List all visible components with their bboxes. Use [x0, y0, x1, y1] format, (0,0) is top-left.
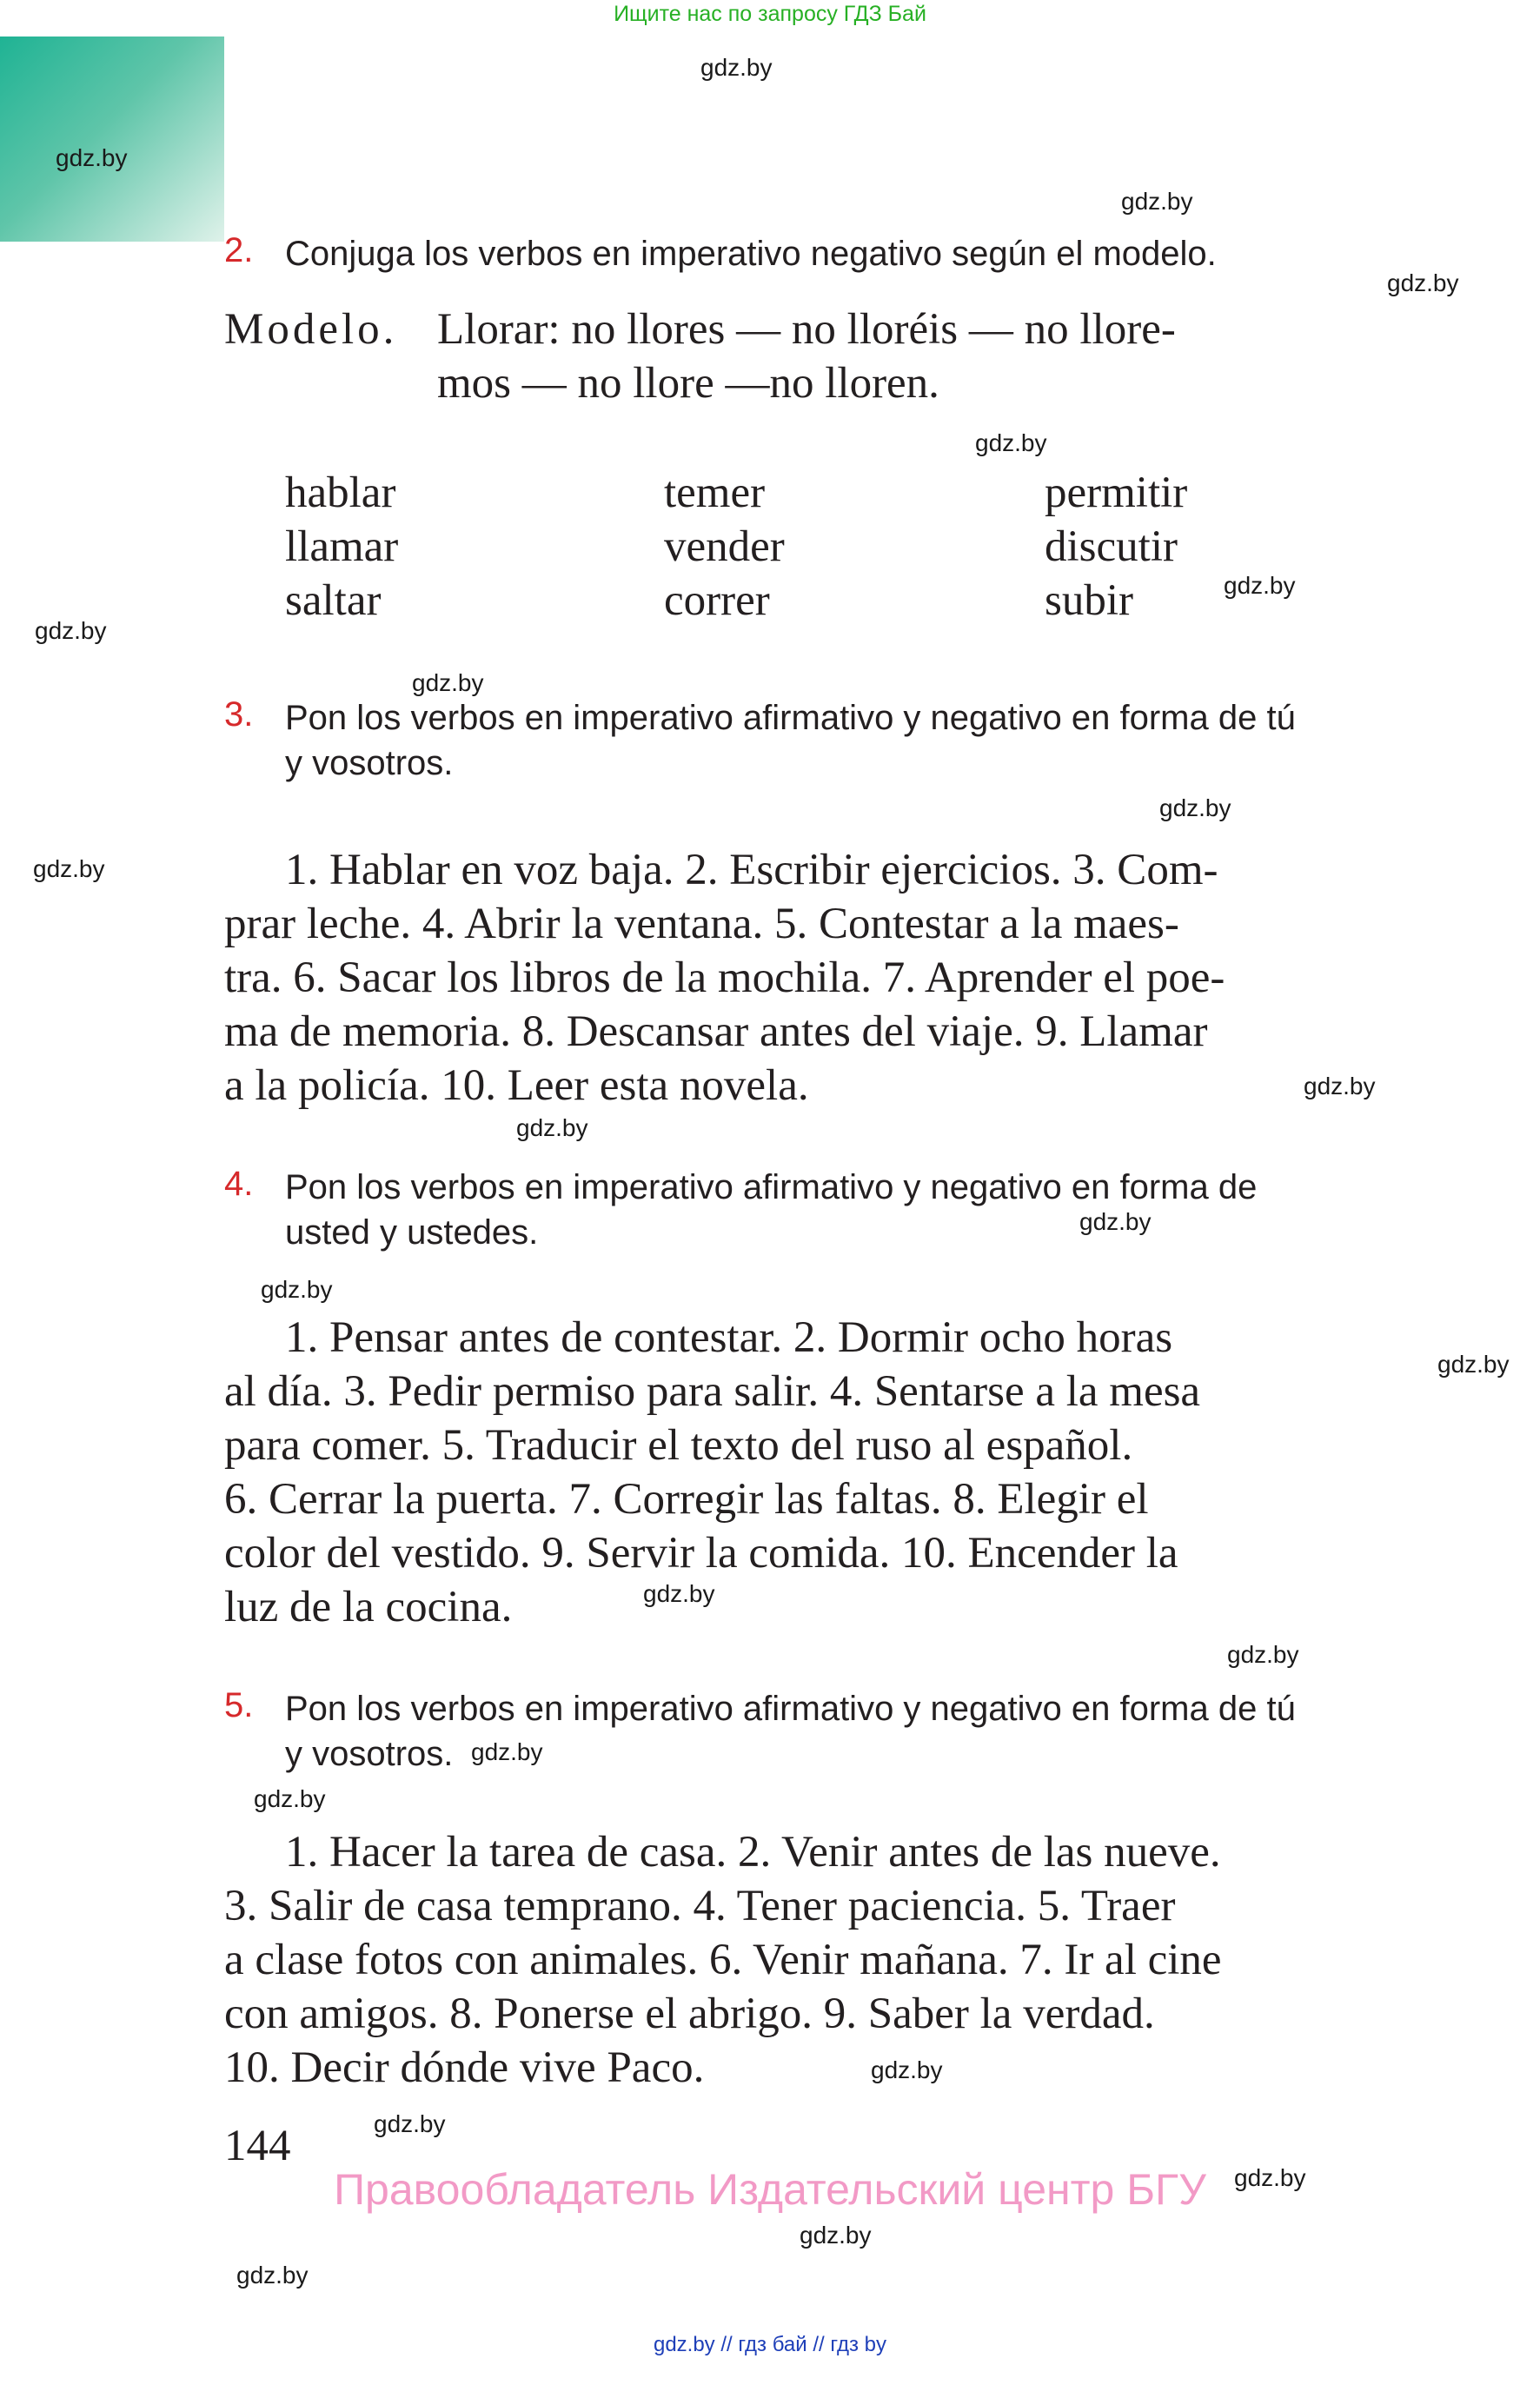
watermark: gdz.by: [643, 1580, 715, 1607]
watermark: gdz.by: [56, 144, 128, 171]
verb-item: discutir: [1045, 522, 1178, 571]
verb-item: llamar: [285, 522, 399, 571]
watermark: gdz.by: [236, 2262, 309, 2289]
exercise-number: 2.: [224, 231, 254, 269]
watermark: gdz.by: [261, 1276, 333, 1303]
text-line: luz de la cocina.: [224, 1583, 513, 1631]
verb-item: subir: [1045, 576, 1133, 625]
model-line: mos — no llore —no lloren.: [437, 359, 939, 408]
text-line: prar leche. 4. Abrir la ventana. 5. Contestar a la maes-: [224, 900, 1179, 948]
text-line: color del vestido. 9. Servir la comida. 10. Encender la: [224, 1529, 1178, 1578]
exercise-body: [224, 1825, 1364, 2095]
verb-item: correr: [664, 576, 770, 625]
exercise-instruction: Pon los verbos en imperativo afirmativo y negativo en forma de: [285, 1168, 1258, 1206]
text-line: a la policía. 10. Leer esta novela.: [224, 1061, 809, 1110]
watermark: gdz.by: [1387, 269, 1459, 296]
exercise-instruction: y vosotros.: [285, 1735, 454, 1773]
text-line: tra. 6. Sacar los libros de la mochila. 7. Aprender el poe-: [224, 953, 1225, 1002]
text-line: 1. Hacer la tarea de casa. 2. Venir antes de las nueve.: [285, 1828, 1221, 1877]
watermark: gdz.by: [800, 2222, 872, 2249]
footer-links[interactable]: gdz.by // гдз бай // гдз by: [653, 2333, 887, 2356]
exercise-instruction: usted y ustedes.: [285, 1213, 539, 1252]
watermark: gdz.by: [374, 2110, 446, 2137]
text-line: a clase fotos con animales. 6. Venir mañana. 7. Ir al cine: [224, 1936, 1222, 1984]
watermark: gdz.by: [1159, 794, 1231, 821]
watermark: gdz.by: [975, 429, 1047, 456]
text-line: 10. Decir dónde vive Paco.: [224, 2043, 705, 2092]
verb-item: saltar: [285, 576, 382, 625]
watermark: gdz.by: [1121, 188, 1193, 215]
copyright-notice: Правообладатель Издательский центр БГУ: [334, 2165, 1206, 2214]
watermark: gdz.by: [35, 617, 107, 644]
watermark: gdz.by: [412, 669, 484, 696]
watermark: gdz.by: [1437, 1351, 1510, 1378]
exercise-instruction: Pon los verbos en imperativo afirmativo y negativo en forma de tú: [285, 1690, 1296, 1728]
verb-item: hablar: [285, 468, 396, 517]
watermark: gdz.by: [254, 1785, 326, 1812]
watermark: gdz.by: [33, 855, 105, 882]
watermark: gdz.by: [700, 54, 773, 81]
watermark: gdz.by: [516, 1114, 588, 1141]
model-label: Modelo.: [224, 305, 398, 354]
watermark: gdz.by: [871, 2056, 943, 2083]
text-line: 1. Hablar en voz baja. 2. Escribir ejercicios. 3. Com-: [285, 846, 1218, 894]
exercise-instruction: y vosotros.: [285, 744, 454, 782]
corner-decoration: [0, 37, 224, 242]
exercise-instruction: Pon los verbos en imperativo afirmativo y negativo en forma de tú: [285, 699, 1296, 737]
text-line: con amigos. 8. Ponerse el abrigo. 9. Saber la verdad.: [224, 1990, 1155, 2038]
verb-item: permitir: [1045, 468, 1188, 517]
verb-item: temer: [664, 468, 766, 517]
text-line: 6. Cerrar la puerta. 7. Corregir las faltas. 8. Elegir el: [224, 1475, 1149, 1524]
text-line: al día. 3. Pedir permiso para salir. 4. Sentarse a la mesa: [224, 1367, 1201, 1416]
page-number: 144: [224, 2122, 291, 2170]
exercise-number: 3.: [224, 695, 254, 734]
text-line: para comer. 5. Traducir el texto del ruso al español.: [224, 1421, 1133, 1470]
text-line: ma de memoria. 8. Descansar antes del viaje. 9. Llamar: [224, 1007, 1208, 1056]
watermark: gdz.by: [1304, 1073, 1376, 1099]
exercise-number: 4.: [224, 1165, 254, 1203]
watermark: gdz.by: [1234, 2164, 1306, 2191]
watermark: gdz.by: [1227, 1641, 1299, 1668]
exercise-instruction: Conjuga los verbos en imperativo negativo según el modelo.: [285, 235, 1217, 273]
exercise-body: [224, 1311, 1364, 1634]
watermark: gdz.by: [1079, 1208, 1152, 1235]
watermark: gdz.by: [1224, 572, 1296, 599]
text-line: 3. Salir de casa temprano. 4. Tener paciencia. 5. Traer: [224, 1882, 1176, 1930]
verb-item: vender: [664, 522, 785, 571]
text-line: 1. Pensar antes de contestar. 2. Dormir ocho horas: [285, 1313, 1173, 1362]
exercise-body: [224, 843, 1364, 1113]
exercise-number: 5.: [224, 1686, 254, 1724]
watermark: gdz.by: [471, 1738, 543, 1765]
search-hint-link[interactable]: Ищите нас по запросу ГДЗ Бай: [614, 2, 926, 26]
model-line: Llorar: no llores — no lloréis — no llore-: [437, 305, 1176, 354]
